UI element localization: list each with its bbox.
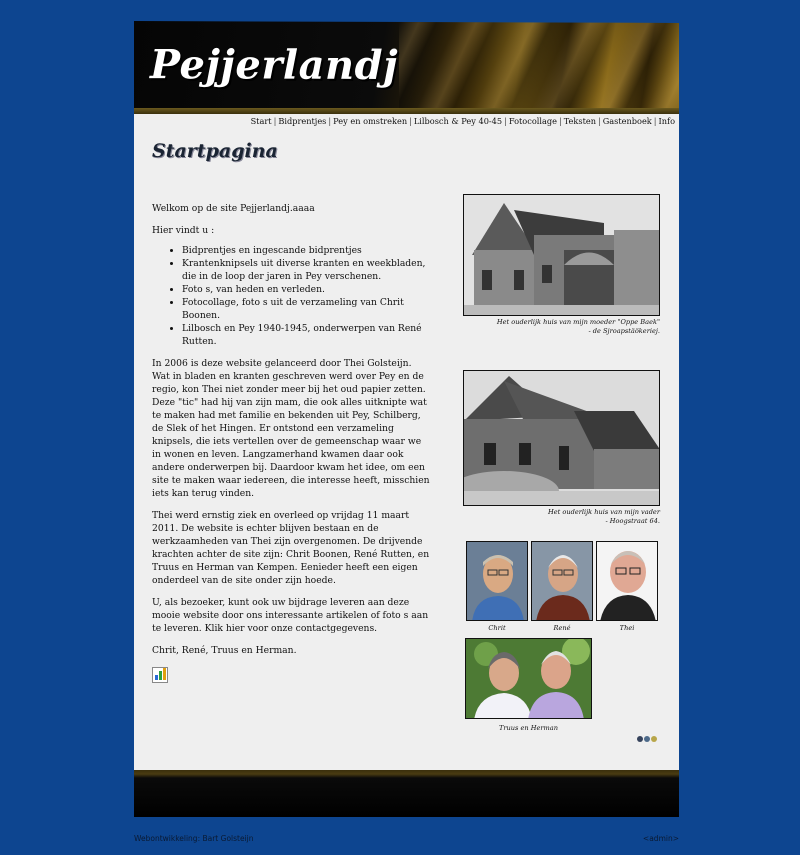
portrait-truus-herman xyxy=(465,638,592,719)
nav-separator: | xyxy=(328,116,332,126)
footer-bar xyxy=(134,770,679,817)
house-photo-mother-caption: Het ouderlijk huis van mijn moeder "Oppe Baek" - de Sjroapstäökeriej. xyxy=(496,318,660,335)
nav-fotocollage[interactable]: Fotocollage xyxy=(508,116,557,126)
caption-truus-herman: Truus en Herman xyxy=(498,724,558,732)
page-title: Startpagina xyxy=(152,140,278,162)
portrait-thei xyxy=(596,541,658,621)
nav-separator: | xyxy=(504,116,507,126)
house-photo-father-image xyxy=(464,371,660,506)
house-photo-mother-image xyxy=(464,195,660,316)
house-photo-father xyxy=(463,370,660,506)
portrait-chrit xyxy=(466,541,528,621)
stats-counter-icon[interactable] xyxy=(152,667,168,683)
signature: Chrit, René, Truus en Herman. xyxy=(152,645,297,656)
nav-pey-en-omstreken[interactable]: Pey en omstreken xyxy=(333,116,408,126)
caption-rene: René xyxy=(553,624,571,632)
team-paragraph: Thei werd ernstig ziek en overleed op vrijdag 11 maart 2011. De website is echter blijven bestaan en de werkzaamheden van Thei zijn overgenomen. De drijvende krachten achter de site zijn: Chrit Boonen, René Rutten, en Truus en Herman van Kempen. Eenieder heeft een eigen onderdeel van de site onder zijn hoede. xyxy=(152,510,430,586)
main-nav xyxy=(251,114,675,128)
slideshow-dot-2-icon[interactable] xyxy=(644,736,650,742)
nav-bidprentjes[interactable]: Bidprentjes xyxy=(278,116,327,126)
nav-start[interactable]: Start xyxy=(250,116,272,126)
nav-info[interactable]: Info xyxy=(658,116,675,126)
nav-separator: | xyxy=(597,116,601,126)
house-photo-mother xyxy=(463,194,660,316)
nav-teksten[interactable]: Teksten xyxy=(563,116,596,126)
admin-link[interactable]: <admin> xyxy=(642,834,679,843)
portrait-rene-image xyxy=(532,542,593,621)
caption-thei: Thei xyxy=(619,624,635,632)
portrait-chrit-image xyxy=(467,542,528,621)
history-paragraph: In 2006 is deze website gelanceerd door Thei Golsteijn. Wat in bladen en kranten geschreven werd over Pey en de regio, kon Thei niet zonder meer bij het oud papier zetten. Deze "tic" had hij van zijn mam, die ook alles uitknipte wat te maken had met familie en bekenden uit Pey, Schilberg, de Slek of het Hingen. Er ontstond een verzameling knipsels, die iets vertellen over de gemeenschap waar we in wonen en leven. Langzamerhand kwamen daar ook andere onderwerpen bij. Daardoor kwam het idee, om een site te maken waar iedereen, die interesse heeft, misschien iets kan terug vinden. xyxy=(152,358,430,499)
content-list xyxy=(182,244,432,348)
list-item: • Foto s, van heden en verleden. xyxy=(182,283,432,296)
list-item: • Lilbosch en Pey 1940-1945, onderwerpen van René Rutten. xyxy=(182,322,432,348)
contribute-paragraph[interactable]: U, als bezoeker, kunt ook uw bijdrage leveren aan deze mooie website door ons interessante artikelen of foto s aan te leveren. Klik hier voor onze contactgegevens. xyxy=(152,597,429,634)
slideshow-dot-3-icon[interactable] xyxy=(651,736,657,742)
nav-separator: | xyxy=(558,116,562,126)
house-photo-father-caption: Het ouderlijk huis van mijn vader - Hoogstraat 64. xyxy=(547,508,660,525)
footer-credit: Webontwikkeling: Bart Golsteijn xyxy=(134,834,254,843)
page-wrapper xyxy=(134,22,679,817)
slideshow-dot-1-icon[interactable] xyxy=(637,736,643,742)
nav-lilbosch-pey[interactable]: Lilbosch & Pey 40-45 xyxy=(413,116,503,126)
list-item: • Fotocollage, foto s uit de verzameling van Chrit Boonen. xyxy=(182,296,432,322)
welcome-text: Welkom op de site Pejjerlandj.aaaa xyxy=(152,203,315,214)
portrait-thei-image xyxy=(597,542,658,621)
content-area xyxy=(134,114,679,770)
nav-separator: | xyxy=(409,116,412,126)
main-text xyxy=(152,202,432,687)
portrait-truus-herman-image xyxy=(466,639,592,719)
site-logo[interactable]: Pejjerlandj xyxy=(150,41,399,89)
portrait-rene xyxy=(531,541,593,621)
nav-separator: | xyxy=(273,116,277,126)
caption-chrit: Chrit xyxy=(488,624,506,632)
list-item: • Bidprentjes en ingescande bidprentjes xyxy=(182,244,432,257)
intro-text: Hier vindt u : xyxy=(152,225,215,236)
nav-gastenboek[interactable]: Gastenboek xyxy=(602,116,652,126)
header-banner xyxy=(134,21,679,113)
list-item: • Krantenknipsels uit diverse kranten en weekbladen, die in de loop der jaren in Pey verschenen. xyxy=(182,257,432,283)
nav-separator: | xyxy=(653,116,657,126)
header-decoration xyxy=(399,22,679,113)
